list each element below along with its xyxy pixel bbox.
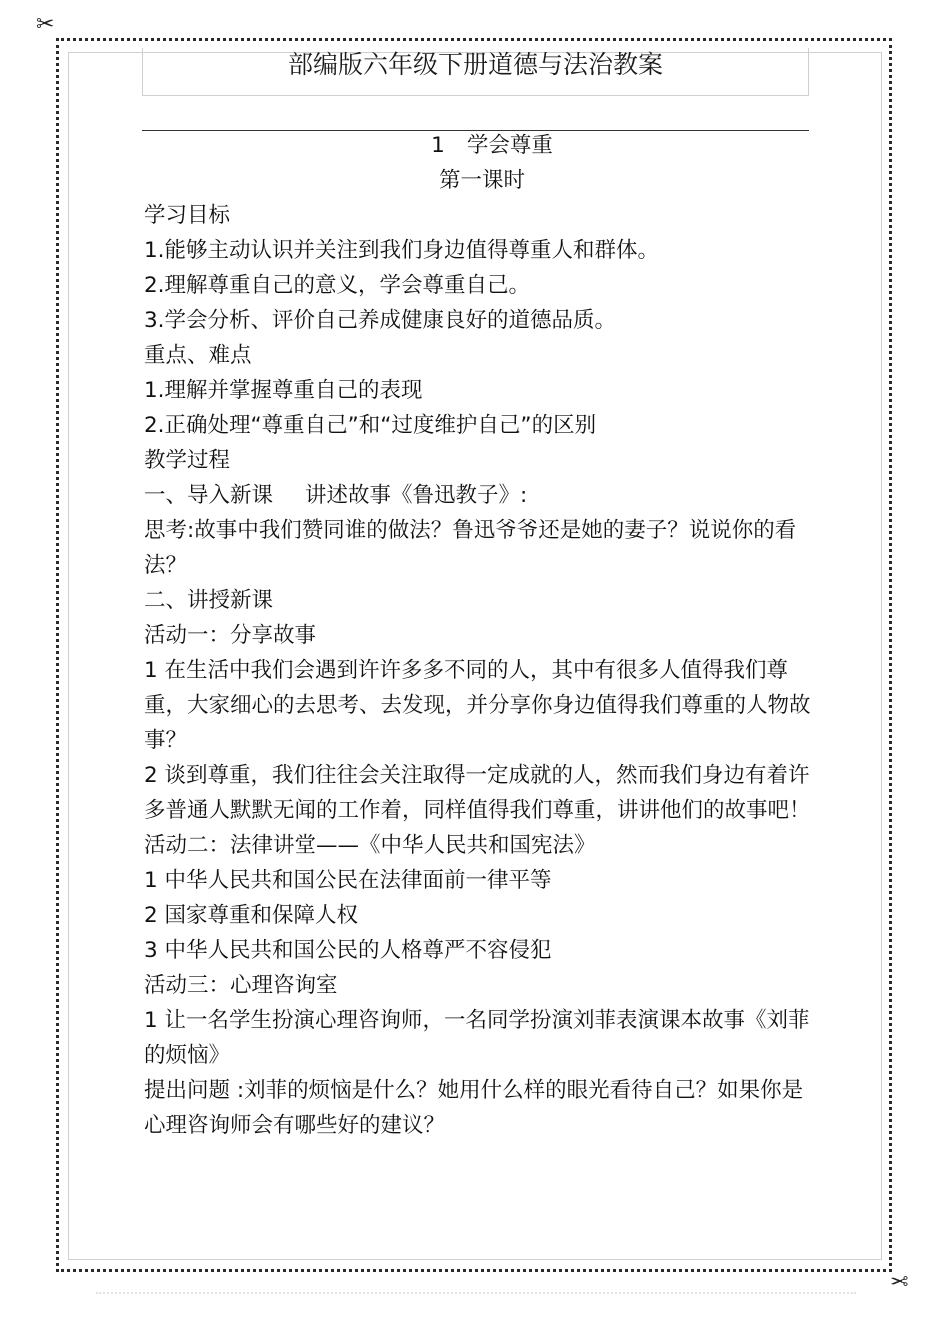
objective-item: 2.理解尊重自己的意义，学会尊重自己。	[144, 273, 531, 298]
activity1-heading: 活动一：分享故事	[144, 623, 317, 648]
intro-story: 讲述故事《鲁迅教子》:	[305, 483, 528, 508]
activity1-item: 1 在生活中我们会遇到许许多多不同的人，其中有很多人值得我们尊重，大家细心的去思考、去发现，并分享你身边值得我们尊重的人物故事？	[144, 658, 811, 753]
activity3-heading: 活动三：心理咨询室	[144, 973, 338, 998]
objectives-heading: 学习目标	[144, 203, 231, 228]
activity3-question: 提出问题 :刘菲的烦恼是什么？她用什么样的眼光看待自己？如果你是心理咨询师会有哪些好的建议？	[144, 1078, 804, 1138]
intro-line	[144, 478, 820, 513]
key-points-heading: 重点、难点	[144, 343, 252, 368]
activity2-item: 1 中华人民共和国公民在法律面前一律平等	[144, 868, 552, 893]
objective-item: 3.学会分析、评价自己养成健康良好的道德品质。	[144, 308, 617, 333]
key-point-item: 1.理解并掌握尊重自己的表现	[144, 378, 423, 403]
intro-question: 思考:故事中我们赞同谁的做法？鲁迅爷爷还是她的妻子？说说你的看法？	[144, 518, 797, 578]
scissors-icon: ✂	[36, 12, 55, 37]
document-body	[144, 128, 820, 1143]
lesson-session: 第一课时	[438, 168, 525, 193]
lesson-number: 1	[431, 133, 445, 158]
activity2-item: 3 中华人民共和国公民的人格尊严不容侵犯	[144, 938, 552, 963]
activity2-heading: 活动二：法律讲堂——《中华人民共和国宪法》	[144, 833, 596, 858]
activity2-item: 2 国家尊重和保障人权	[144, 903, 359, 928]
lesson-title	[144, 128, 820, 163]
document-title: 部编版六年级下册道德与法治教案	[287, 50, 663, 79]
intro-label: 一、导入新课	[144, 483, 274, 508]
objective-item: 1.能够主动认识并关注到我们身边值得尊重人和群体。	[144, 238, 660, 263]
new-lesson-heading: 二、讲授新课	[144, 588, 274, 613]
activity1-item: 2 谈到尊重，我们往往会关注取得一定成就的人，然而我们身边有着许多普通人默默无闻的工作着，同样值得我们尊重，讲讲他们的故事吧！	[144, 763, 811, 823]
activity3-item: 1 让一名学生扮演心理咨询师，一名同学扮演刘菲表演课本故事《刘菲的烦恼》	[144, 1008, 810, 1068]
process-heading: 教学过程	[144, 448, 231, 473]
key-point-item: 2.正确处理“尊重自己”和“过度维护自己”的区别	[144, 413, 597, 438]
lesson-name: 学会尊重	[466, 133, 553, 158]
footer-dotted-line	[96, 1292, 856, 1294]
scissors-icon: ✂	[890, 1267, 909, 1292]
